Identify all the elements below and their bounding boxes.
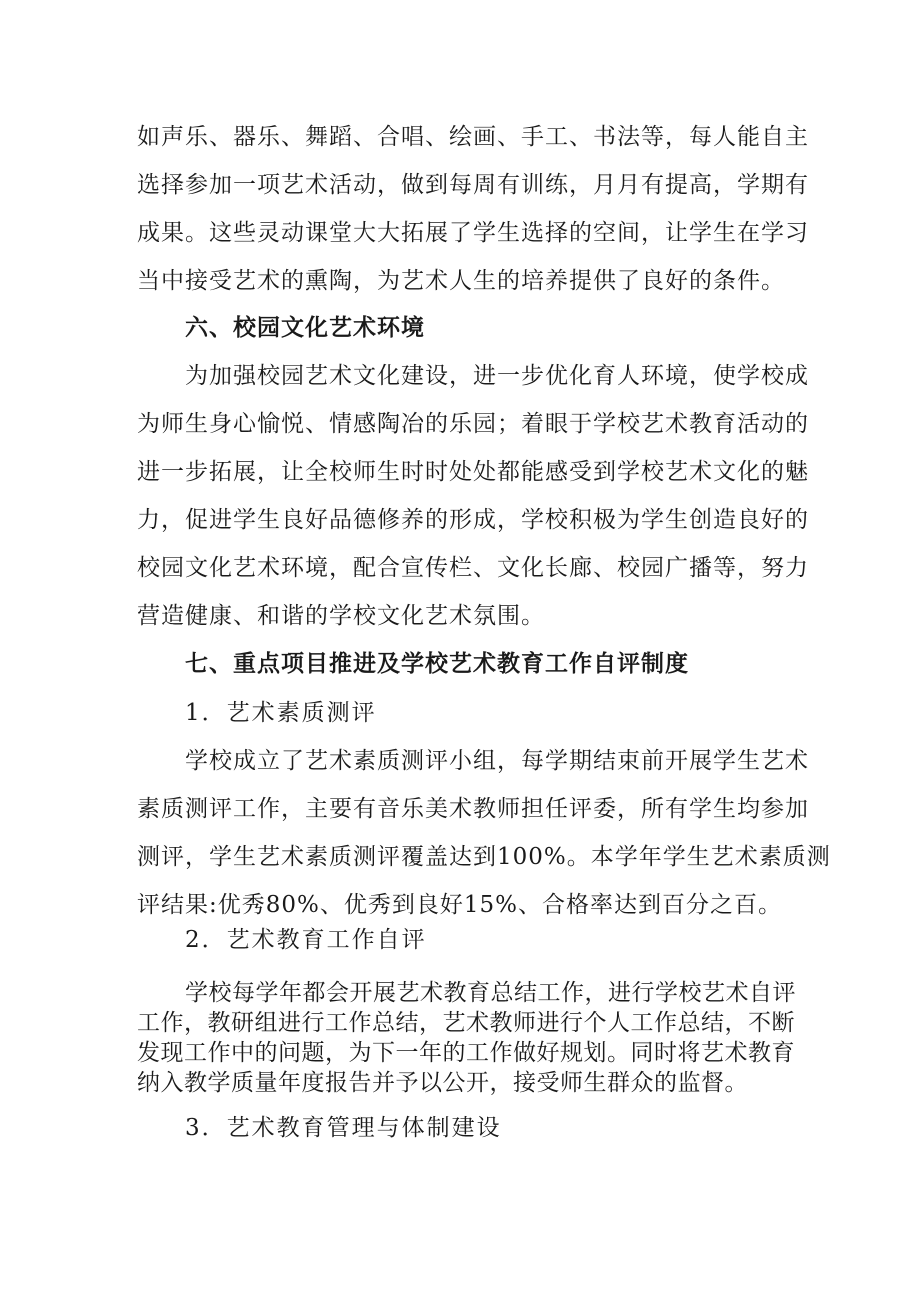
paragraph-line: 纳入教学质量年度报告并予以公开，接受师生群众的监督。: [137, 1070, 748, 1096]
paragraph-line: 工作，教研组进行工作总结，艺术教师进行个人工作总结，不断: [137, 1010, 795, 1036]
paragraph-line: 力，促进学生良好品德修养的形成，学校积极为学生创造良好的: [137, 507, 809, 533]
paragraph-line: 素质测评工作，主要有音乐美术教师担任评委，所有学生均参加: [137, 796, 809, 822]
paragraph-line: 为师生身心愉悦、情感陶冶的乐园；着眼于学校艺术教育活动的: [137, 411, 809, 437]
section-heading: 七、重点项目推进及学校艺术教育工作自评制度: [185, 651, 689, 677]
subsection-title: 3．艺术教育管理与体制建设: [185, 1115, 502, 1141]
paragraph-line: 评结果:优秀80%、优秀到良好15%、合格率达到百分之百。: [137, 892, 782, 918]
paragraph-line: 测评，学生艺术素质测评覆盖达到100%。本学年学生艺术素质测: [137, 844, 831, 870]
paragraph-line: 营造健康、和谐的学校文化艺术氛围。: [137, 603, 545, 629]
paragraph-line: 学校每学年都会开展艺术教育总结工作，进行学校艺术自评: [185, 980, 796, 1006]
paragraph-line: 校园文化艺术环境，配合宣传栏、文化长廊、校园广播等，努力: [137, 555, 809, 581]
paragraph-line: 成果。这些灵动课堂大大拓展了学生选择的空间，让学生在学习: [137, 220, 809, 246]
paragraph-line: 学校成立了艺术素质测评小组，每学期结束前开展学生艺术: [185, 748, 809, 774]
subsection-title: 2．艺术教育工作自评: [185, 927, 427, 953]
paragraph-line: 选择参加一项艺术活动，做到每周有训练，月月有提高，学期有: [137, 172, 809, 198]
paragraph-line: 进一步拓展，让全校师生时时处处都能感受到学校艺术文化的魅: [137, 459, 809, 485]
paragraph-line: 为加强校园艺术文化建设，进一步优化育人环境，使学校成: [185, 363, 809, 389]
section-heading: 六、校园文化艺术环境: [185, 315, 425, 341]
paragraph-line: 当中接受艺术的熏陶，为艺术人生的培养提供了良好的条件。: [137, 268, 785, 294]
paragraph-line: 如声乐、器乐、舞蹈、合唱、绘画、手工、书法等，每人能自主: [137, 124, 809, 150]
subsection-title: 1．艺术素质测评: [185, 700, 377, 726]
paragraph-line: 发现工作中的问题，为下一年的工作做好规划。同时将艺术教育: [137, 1040, 795, 1066]
